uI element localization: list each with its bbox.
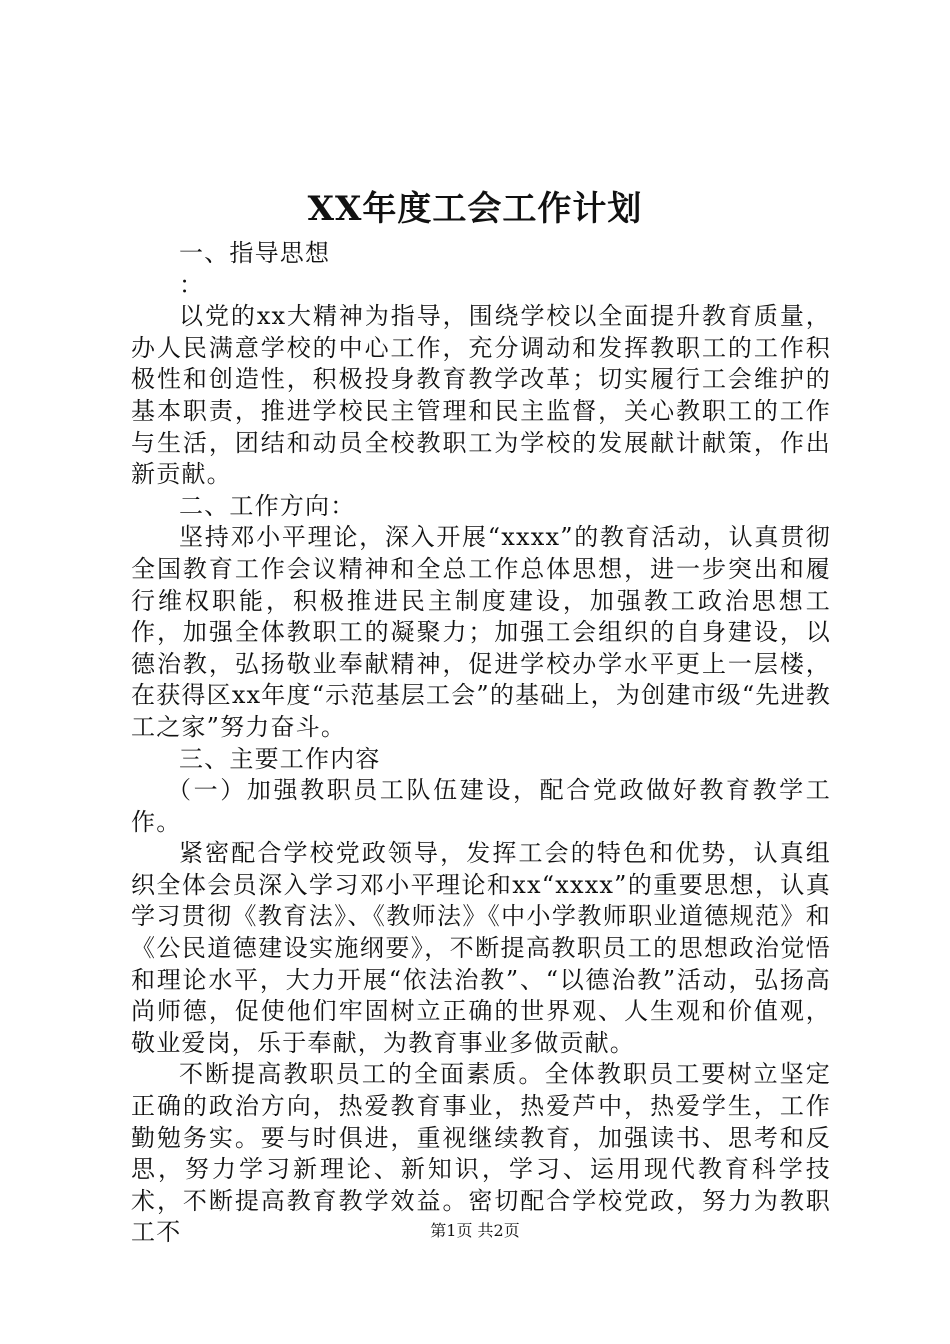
subsection-heading-staff-building: （一）加强教职员工队伍建设，配合党政做好教育教学工作。 [131,776,831,836]
colon-line: ： [179,270,205,299]
page-footer: 第1页 共2页 [430,1221,520,1240]
section-heading-work-direction: 二、工作方向： [179,491,356,520]
paragraph-cooperation: 紧密配合学校党政领导，发挥工会的特色和优势，认真组织全体会员深入学习邓小平理论和xx“xxxx”的重要思想，认真学习贯彻《教育法》、《教师法》《中小学教师职业道德规范》和《公民道德建设实施纲要》，不断提高教职员工的思想政治觉悟和理论水平，大力开展“依法治教”、“以德治教”活动，弘扬高尚师德，促使他们牢固树立正确的世界观、人生观和价值观，敬业爱岗，乐于奉献，为教育事业多做贡献。 [131,839,831,1057]
section-heading-main-content: 三、主要工作内容 [179,744,381,773]
document-title: XX年度工会工作计划 [307,189,643,229]
section-heading-guiding-ideology: 一、指导思想 [179,239,331,267]
paragraph-guiding-ideology: 以党的xx大精神为指导，围绕学校以全面提升教育质量，办人民满意学校的中心工作，充分调动和发挥教职工的工作积极性和创造性，积极投身教育教学改革；切实履行工会维护的基本职责，推进学校民主管理和民主监督，关心教职工的工作与生活，团结和动员全校教职工为学校的发展献计献策，作出新贡献。 [131,302,831,489]
document-body [131,238,831,1249]
paragraph-quality: 不断提高教职员工的全面素质。全体教职员工要树立坚定正确的政治方向，热爱教育事业，热爱芦中，热爱学生，工作勤勉务实。要与时俱进，重视继续教育，加强读书、思考和反思，努力学习新理论、新知识，学习、运用现代教育科学技术，不断提高教育教学效益。密切配合学校党政，努力为教职工不 [131,1060,831,1247]
paragraph-work-direction: 坚持邓小平理论，深入开展“xxxx”的教育活动，认真贯彻全国教育工作会议精神和全总工作总体思想，进一步突出和履行维权职能，积极推进民主制度建设，加强教工政治思想工作，加强全体教职工的凝聚力；加强工会组织的自身建设，以德治教，弘扬敬业奉献精神，促进学校办学水平更上一层楼，在获得区xx年度“示范基层工会”的基础上，为创建市级“先进教工之家”努力奋斗。 [131,523,831,741]
